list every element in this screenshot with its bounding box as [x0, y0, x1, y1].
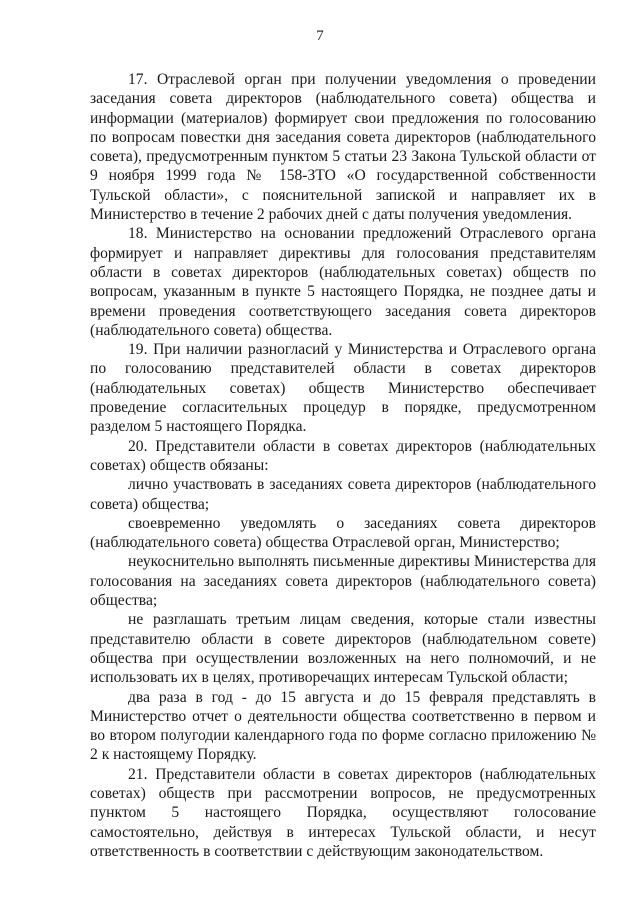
paragraph-21: 21. Представители области в советах директоров (наблюдательных советах) обществ при рассмотрении вопросов, не предусмотренных пунктом 5 настоящего Порядка, осуществляют голосование самостоятельно, действуя в интересах Тульской области, и несут ответственность в соответствии с действующим законодательством. [90, 765, 596, 860]
duty-item-follow-directives: неукоснительно выполнять письменные директивы Министерства для голосования на заседаниях совета директоров (наблюдательного совета) общества; [90, 553, 596, 610]
duty-item-attend: лично участвовать в заседаниях совета директоров (наблюдательного совета) общества; [90, 476, 596, 513]
page-number: 7 [316, 28, 324, 44]
paragraph-18: 18. Министерство на основании предложений Отраслевого органа формирует и направляет директивы для голосования представителям области в советах директоров (наблюдательных советах) обществ по вопросам, указанным в пункте 5 настоящего Порядка, не позднее даты и времени проведения соответствующего заседания совета директоров (наблюдательного совета) общества. [90, 225, 596, 339]
document-body [90, 70, 596, 861]
duty-item-report: два раза в год - до 15 августа и до 15 февраля представлять в Министерство отчет о деятельности общества соответственно в первом и во втором полугодии календарного года по форме согласно приложению № 2 к настоящему Порядку. [90, 688, 596, 764]
duty-item-confidentiality: не разглашать третьим лицам сведения, которые стали известны представителю области в совете директоров (наблюдательном совете) общества при осуществлении возложенных на него полномочий, и не использовать их в целях, противоречащих интересам Тульской области; [90, 611, 596, 687]
duty-item-notify: своевременно уведомлять о заседаниях совета директоров (наблюдательного совета) общества Отраслевой орган, Министерство; [90, 514, 596, 552]
paragraph-20: 20. Представители области в советах директоров (наблюдательных советах) обществ обязаны: [90, 437, 596, 474]
paragraph-19: 19. При наличии разногласий у Министерства и Отраслевого органа по голосованию представителей области в советах директоров (наблюдательных советах) обществ Министерство обеспечивает проведение согласительных процедур в порядке, предусмотренном разделом 5 настоящего Порядка. [90, 341, 596, 436]
paragraph-17: 17. Отраслевой орган при получении уведомления о проведении заседания совета директоров (наблюдательного совета) общества и информации (материалов) формирует свои предложения по голосованию по вопросам повестки дня заседания совета директоров (наблюдательного совета), предусмотренным пунктом 5 статьи 23 Закона Тульской области от 9 ноября 1999 года № 158-ЗТО «О государственной собственности Тульской области», с пояснительной запиской и направляет их в Министерство в течение 2 рабочих дней с даты получения уведомления. [90, 71, 596, 224]
